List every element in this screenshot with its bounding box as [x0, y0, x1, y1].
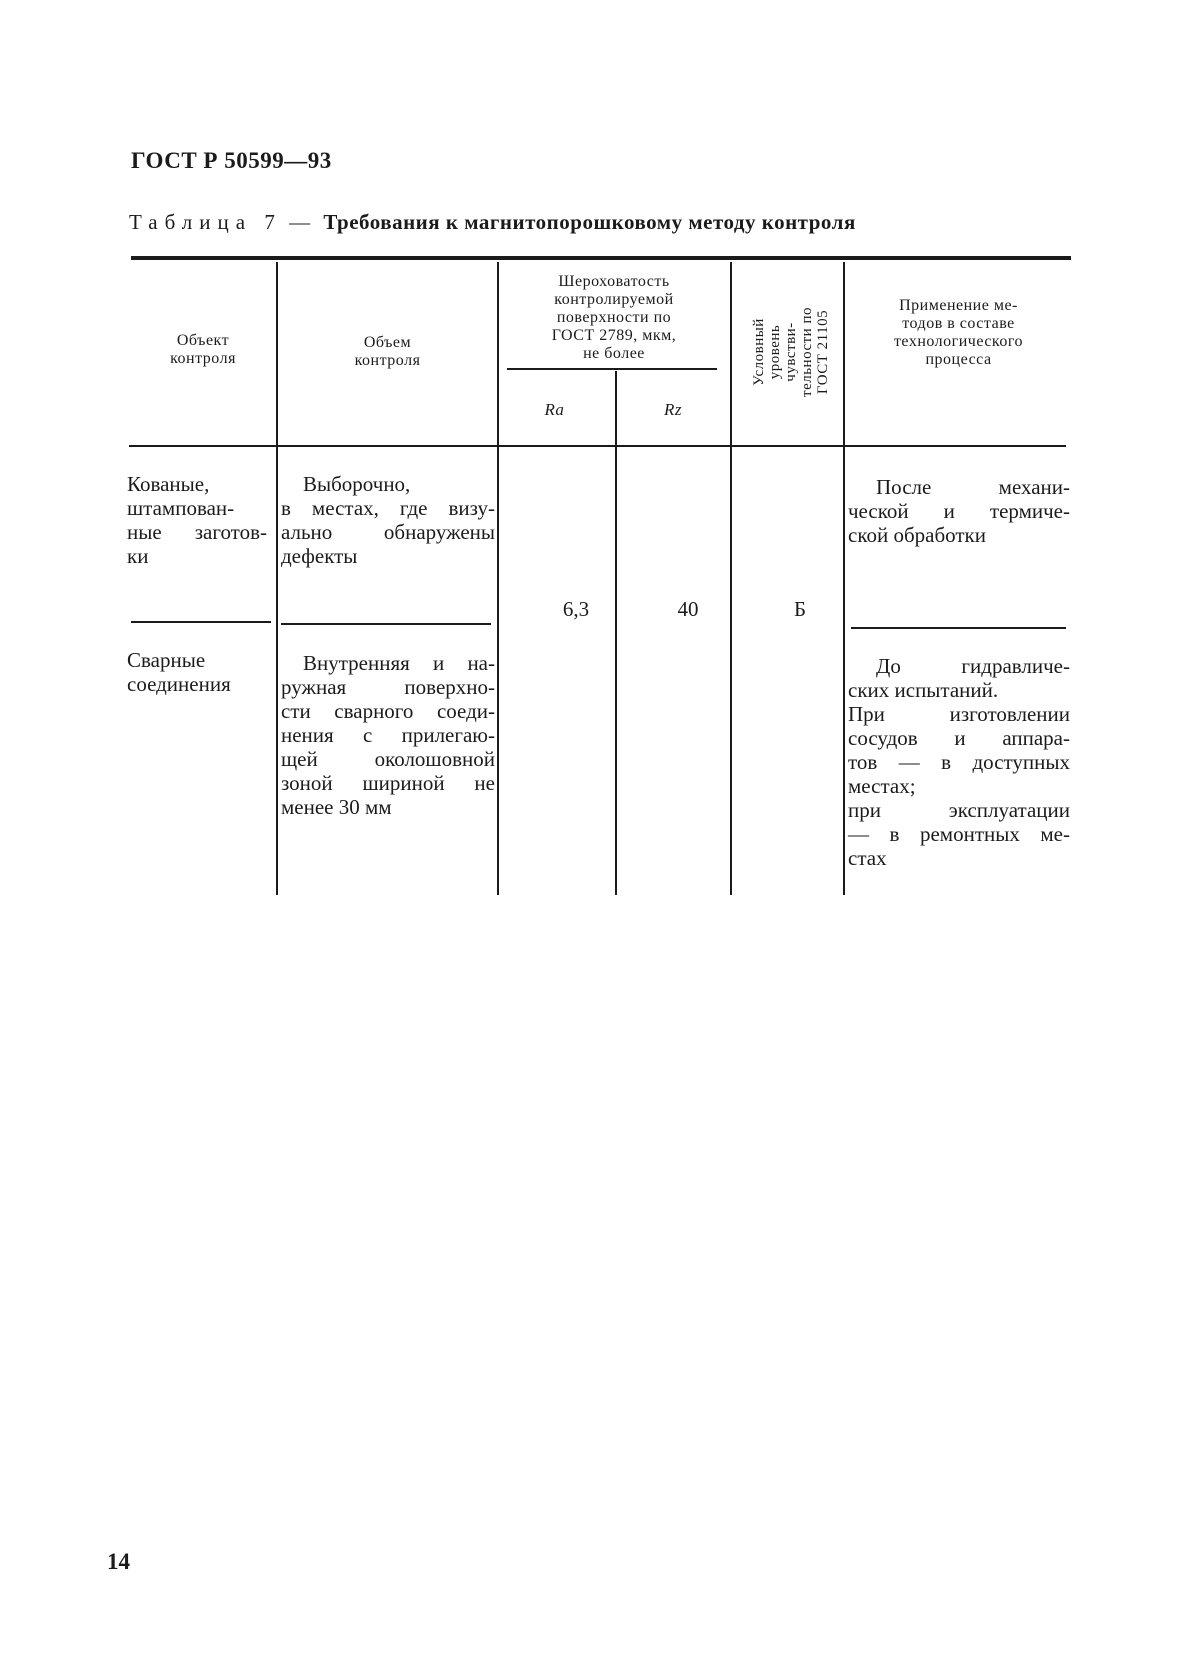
text-line: местах; — [848, 774, 916, 798]
text-line: — в ремонтных ме- — [848, 822, 1070, 846]
text-line: ки — [127, 544, 149, 568]
header-rz: Rz — [664, 400, 682, 419]
roughness-rz-value: 40 — [677, 597, 699, 621]
caption-dash: — — [289, 210, 311, 234]
text-line: ные заготов- — [127, 520, 267, 544]
roughness-ra-value: 6,3 — [562, 597, 590, 621]
text-line: соединения — [127, 672, 231, 696]
text-line: штампован- — [127, 496, 235, 520]
column-rule — [276, 262, 278, 895]
text-line: сти сварного соеди- — [281, 699, 495, 723]
text-line: До гидравличе- — [876, 654, 1070, 678]
header-roughness: Шероховатость контролируемой поверхности по ГОСТ 2789, мкм, не более — [551, 273, 677, 362]
header-sensitivity-text: Условный уровень чувстви- тельности по ГОСТ 21105 — [751, 307, 831, 397]
column-rule — [730, 262, 732, 895]
text-line: Внутренняя и на- — [303, 651, 495, 675]
text-line: дефекты — [281, 544, 358, 568]
text-line: Выборочно, — [303, 472, 411, 496]
table-caption — [129, 210, 856, 235]
sensitivity-value: Б — [793, 597, 807, 621]
column-rule — [615, 371, 617, 895]
row2-application — [848, 654, 1070, 870]
row1-application — [848, 475, 1070, 547]
text-line: ружная поверхно- — [281, 675, 495, 699]
header-sensitivity — [739, 262, 844, 442]
row2-object — [127, 648, 267, 696]
text-line: тов — в доступных — [848, 750, 1070, 774]
text-line: ально обнаружены — [281, 520, 495, 544]
document-code: ГОСТ Р 50599—93 — [131, 148, 332, 173]
column-rule — [497, 262, 499, 895]
header-ra: Ra — [544, 400, 565, 419]
caption-title: Требования к магнитопорошковому методу контроля — [323, 210, 856, 234]
text-line: ческой и термиче- — [848, 499, 1070, 523]
row2-volume — [281, 651, 495, 819]
text-line: стах — [848, 846, 887, 870]
row-divider — [851, 627, 1066, 629]
row-divider — [131, 621, 271, 623]
text-line: зоной шириной не — [281, 771, 495, 795]
text-line: при эксплуатации — [848, 798, 1070, 822]
text-line: нения с прилегаю- — [281, 723, 495, 747]
text-line: сосудов и аппара- — [848, 726, 1070, 750]
page-number: 14 — [107, 1549, 130, 1574]
text-line: Сварные — [127, 648, 206, 672]
header-volume: Объем контроля — [354, 334, 421, 369]
roughness-sub-rule — [507, 368, 717, 370]
header-application: Применение ме- тодов в составе технологического процесса — [893, 297, 1024, 368]
text-line: менее 30 мм — [281, 795, 392, 819]
text-line: ских испытаний. — [848, 678, 999, 702]
text-line: щей околошовной — [281, 747, 495, 771]
text-line: в местах, где визу- — [281, 496, 495, 520]
row1-object — [127, 472, 267, 568]
caption-label: Таблица 7 — [129, 210, 282, 234]
text-line: ской обработки — [848, 523, 986, 547]
text-line: Кованые, — [127, 472, 210, 496]
row-divider — [281, 623, 491, 625]
row1-volume — [281, 472, 495, 568]
table-top-rule — [131, 256, 1071, 260]
header-bottom-rule — [129, 445, 1066, 447]
text-line: После механи- — [876, 475, 1070, 499]
text-line: При изготовлении — [848, 702, 1070, 726]
header-object: Объект контроля — [170, 332, 236, 367]
